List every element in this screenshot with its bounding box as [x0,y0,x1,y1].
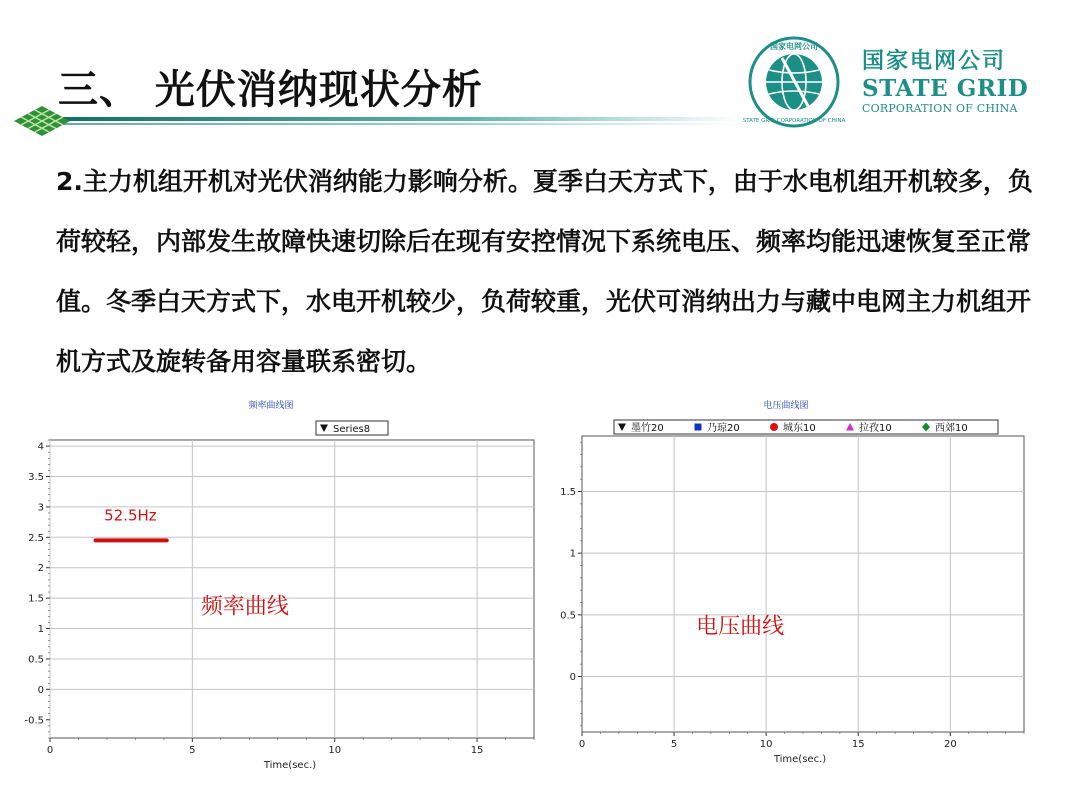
volt-legend-label: 墨竹20 [631,423,664,434]
voltage-chart-svg [548,392,1034,772]
frequency-chart-svg [8,392,544,772]
volt-xtick-label: 20 [943,739,957,750]
volt-legend-label: 拉孜10 [859,423,892,434]
volt-legend [614,420,998,434]
volt-ytick-label: 1 [569,548,576,560]
volt-annotation-0: 电压曲线 [696,614,785,640]
volt-ytick-label: 0 [569,672,576,683]
freq-title: 频率曲线图 [248,401,294,411]
volt-plot-area [582,436,1024,732]
volt-xlabel: Time(sec.) [773,754,827,765]
volt-legend-marker [695,424,702,431]
volt-xtick-label: 5 [670,739,678,750]
seal-top-text: 国家电网公司 [770,42,818,51]
freq-plot-area [50,440,534,738]
freq-annotation-0: 52.5Hz [104,506,157,525]
freq-ytick-label: 4 [37,441,44,453]
analysis-paragraph: 2.主力机组开机对光伏消纳能力影响分析。夏季白天方式下，由于水电机组开机较多，负荷较轻，内部发生故障快速切除后在现有安控情况下系统电压、频率均能迅速恢复至正常值。冬季白天方式下，水电开机较少，负荷较重，光伏可消纳出力与藏中电网主力机组开机方式及旋转备用容量联系密切。 [56,167,1033,376]
state-grid-seal-logo [742,36,846,128]
freq-ytick-label: 2 [37,563,44,575]
logo-wordmark [862,44,1028,115]
logo-en-sub: CORPORATION OF CHINA [862,102,1018,115]
freq-xtick-label: 0 [46,745,54,756]
volt-xtick-label: 0 [578,739,586,750]
freq-ytick-label: 3.5 [28,471,44,483]
freq-xtick-label: 15 [470,745,484,756]
volt-ytick-label: 0.5 [560,610,576,622]
frequency-chart [8,392,544,772]
slide-title: 三、 光伏消纳现状分析 [58,67,483,113]
voltage-chart [548,392,1034,772]
volt-ytick-label: 1.5 [560,487,576,498]
freq-ytick-label: 0 [37,684,44,696]
grid-cube-icon [14,106,70,136]
volt-legend-label: 城东10 [783,423,816,434]
freq-legend-label: Series8 [333,424,371,435]
volt-xtick-label: 15 [851,739,865,750]
logo-en-name: STATE GRID [862,75,1029,102]
freq-ytick-label: 1 [37,624,44,636]
freq-ytick-label: -0.5 [24,715,44,727]
freq-ytick-label: 2.5 [28,532,44,544]
volt-title: 电压曲线图 [763,401,809,411]
freq-annotation-1: 频率曲线 [200,594,289,620]
title-underline-bar [10,106,740,136]
seal-bottom-text: STATE GRID CORPORATION OF CHINA [742,118,846,124]
freq-ytick-label: 1.5 [28,593,44,605]
freq-xtick-label: 5 [189,745,196,756]
freq-ytick-label: 0.5 [28,654,44,666]
volt-legend-label: 乃琼20 [707,423,740,434]
volt-legend-marker [770,423,778,431]
freq-xlabel: Time(sec.) [263,760,317,771]
volt-xtick-label: 10 [759,739,773,750]
logo-cn-name: 国家电网公司 [862,48,1007,74]
volt-legend-label: 西郊10 [935,423,968,434]
freq-legend [316,421,388,435]
freq-ytick-label: 3 [37,502,44,514]
freq-xtick-label: 10 [328,745,342,756]
